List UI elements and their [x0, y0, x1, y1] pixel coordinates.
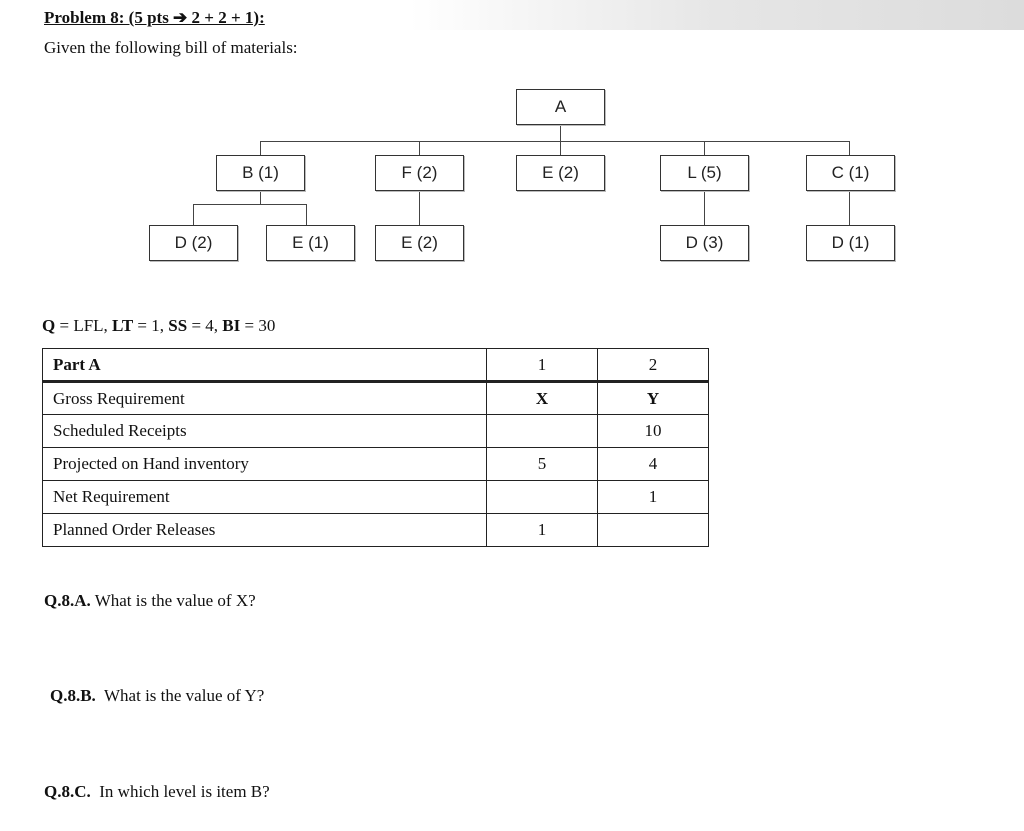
param-q-label: Q — [42, 316, 56, 335]
connector-to-l — [704, 141, 705, 156]
row-label: Planned Order Releases — [43, 514, 487, 547]
cell-period-2 — [598, 514, 709, 547]
question-b-number: Q.8.B. — [50, 686, 96, 705]
bom-node-f: F (2) — [375, 155, 464, 191]
table-row — [43, 448, 709, 481]
header-period-2: 2 — [598, 349, 709, 382]
bom-node-d-under-l: D (3) — [660, 225, 749, 261]
connector-root-down — [560, 126, 561, 142]
row-label: Net Requirement — [43, 481, 487, 514]
parameters-line — [42, 316, 275, 336]
connector-to-c — [849, 141, 850, 156]
cell-period-2: Y — [598, 382, 709, 415]
bom-node-e-under-f: E (2) — [375, 225, 464, 261]
intro-text: Given the following bill of materials: — [44, 38, 298, 57]
bom-node-e-under-b: E (1) — [266, 225, 355, 261]
bom-node-d-under-c: D (1) — [806, 225, 895, 261]
param-lt-label: LT — [112, 316, 134, 335]
table-row — [43, 514, 709, 547]
bom-node-c: C (1) — [806, 155, 895, 191]
question-c-number: Q.8.C. — [44, 782, 91, 801]
question-b-text: What is the value of Y? — [95, 686, 265, 705]
question-a-text: What is the value of X? — [90, 591, 256, 610]
connector-c-to-d1 — [849, 191, 850, 226]
row-label: Scheduled Receipts — [43, 415, 487, 448]
cell-period-2: 4 — [598, 448, 709, 481]
table-header-row — [43, 349, 709, 382]
param-lt-value: = 1, — [133, 316, 169, 335]
header-part-label: Part A — [43, 349, 487, 382]
bom-node-a: A — [516, 89, 605, 125]
param-bi-value: = 30 — [240, 316, 276, 335]
cell-period-1: X — [487, 382, 598, 415]
bom-node-d-under-b: D (2) — [149, 225, 238, 261]
problem-title: Problem 8: (5 pts ➔ 2 + 2 + 1): — [44, 8, 265, 27]
connector-b-bar — [193, 204, 307, 205]
question-c — [44, 782, 270, 802]
cell-period-2: 10 — [598, 415, 709, 448]
question-c-text: In which level is item B? — [90, 782, 270, 801]
cell-period-2: 1 — [598, 481, 709, 514]
question-a-number: Q.8.A. — [44, 591, 91, 610]
param-ss-value: = 4, — [187, 316, 223, 335]
connector-to-e — [560, 141, 561, 156]
mrp-table — [42, 348, 709, 547]
connector-f-to-e2 — [419, 191, 420, 226]
connector-to-b — [260, 141, 261, 156]
connector-to-f — [419, 141, 420, 156]
param-q-value: = LFL, — [55, 316, 113, 335]
cell-period-1: 1 — [487, 514, 598, 547]
bom-node-b: B (1) — [216, 155, 305, 191]
cell-period-1 — [487, 481, 598, 514]
row-label: Gross Requirement — [43, 382, 487, 415]
param-bi-label: BI — [222, 316, 241, 335]
table-row — [43, 481, 709, 514]
bom-node-e: E (2) — [516, 155, 605, 191]
question-a — [44, 591, 256, 611]
bom-node-l: L (5) — [660, 155, 749, 191]
table-row — [43, 415, 709, 448]
header-period-1: 1 — [487, 349, 598, 382]
param-ss-label: SS — [168, 316, 188, 335]
cell-period-1 — [487, 415, 598, 448]
table-row — [43, 382, 709, 415]
question-b — [50, 686, 264, 706]
connector-to-d2 — [193, 204, 194, 226]
row-label: Projected on Hand inventory — [43, 448, 487, 481]
connector-b-down — [260, 191, 261, 205]
connector-level1-bar — [260, 141, 850, 142]
connector-to-e1 — [306, 204, 307, 226]
connector-l-to-d3 — [704, 191, 705, 226]
cell-period-1: 5 — [487, 448, 598, 481]
